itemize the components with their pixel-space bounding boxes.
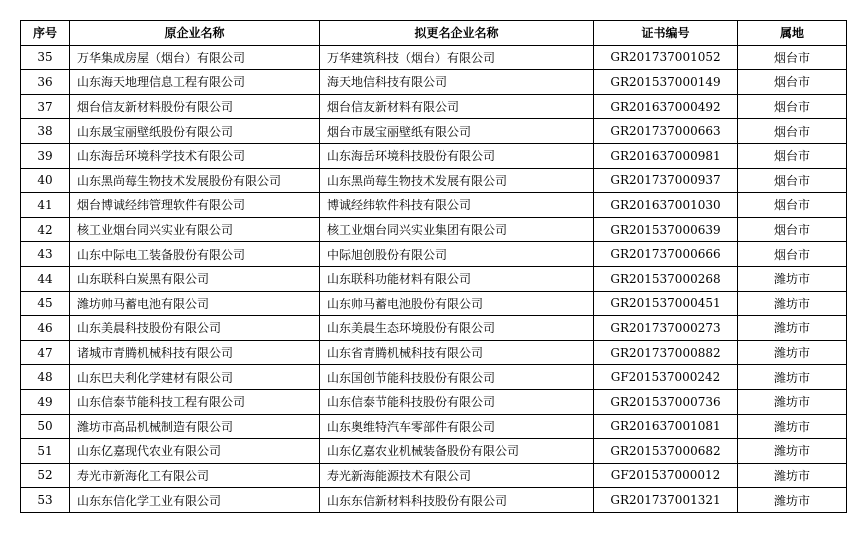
row-new-name: 山东奥维特汽车零部件有限公司 xyxy=(320,414,594,439)
row-index: 53 xyxy=(21,488,70,513)
row-region: 烟台市 xyxy=(738,168,847,193)
table-row xyxy=(21,463,847,488)
table-row xyxy=(21,316,847,341)
row-region: 潍坊市 xyxy=(738,414,847,439)
table-row xyxy=(21,193,847,218)
row-index: 50 xyxy=(21,414,70,439)
row-index: 45 xyxy=(21,291,70,316)
row-region: 潍坊市 xyxy=(738,266,847,291)
row-region: 烟台市 xyxy=(738,143,847,168)
row-new-name: 烟台市晟宝丽壁纸有限公司 xyxy=(320,119,594,144)
row-new-name: 山东国创节能科技股份有限公司 xyxy=(320,365,594,390)
table-row xyxy=(21,70,847,95)
row-cert-no: GR201737000273 xyxy=(594,316,738,341)
row-region: 烟台市 xyxy=(738,94,847,119)
row-index: 48 xyxy=(21,365,70,390)
row-old-name: 潍坊帅马蓄电池有限公司 xyxy=(70,291,320,316)
row-new-name: 山东黑尚莓生物技术发展有限公司 xyxy=(320,168,594,193)
row-cert-no: GR201537000736 xyxy=(594,389,738,414)
row-region: 潍坊市 xyxy=(738,463,847,488)
table-row xyxy=(21,45,847,70)
table-row xyxy=(21,266,847,291)
table-row xyxy=(21,439,847,464)
header-cert-no: 证书编号 xyxy=(594,21,738,46)
rename-table xyxy=(20,20,847,513)
row-new-name: 山东亿嘉农业机械装备股份有限公司 xyxy=(320,439,594,464)
table-row xyxy=(21,242,847,267)
row-cert-no: GR201737000882 xyxy=(594,340,738,365)
row-index: 49 xyxy=(21,389,70,414)
row-new-name: 山东联科功能材料有限公司 xyxy=(320,266,594,291)
row-index: 37 xyxy=(21,94,70,119)
row-cert-no: GR201737000666 xyxy=(594,242,738,267)
row-region: 潍坊市 xyxy=(738,439,847,464)
row-cert-no: GF201537000242 xyxy=(594,365,738,390)
row-new-name: 山东东信新材料科技股份有限公司 xyxy=(320,488,594,513)
row-index: 41 xyxy=(21,193,70,218)
row-old-name: 烟台博诚经纬管理软件有限公司 xyxy=(70,193,320,218)
table-row xyxy=(21,414,847,439)
row-old-name: 山东中际电工装备股份有限公司 xyxy=(70,242,320,267)
row-region: 烟台市 xyxy=(738,217,847,242)
table-row xyxy=(21,94,847,119)
row-region: 潍坊市 xyxy=(738,389,847,414)
row-region: 烟台市 xyxy=(738,242,847,267)
row-old-name: 寿光市新海化工有限公司 xyxy=(70,463,320,488)
row-cert-no: GR201737001321 xyxy=(594,488,738,513)
row-cert-no: GR201637001081 xyxy=(594,414,738,439)
row-region: 烟台市 xyxy=(738,193,847,218)
row-region: 烟台市 xyxy=(738,45,847,70)
row-new-name: 山东海岳环境科技股份有限公司 xyxy=(320,143,594,168)
row-new-name: 烟台信友新材料有限公司 xyxy=(320,94,594,119)
header-region: 属地 xyxy=(738,21,847,46)
table-row xyxy=(21,365,847,390)
row-old-name: 烟台信友新材料股份有限公司 xyxy=(70,94,320,119)
row-cert-no: GR201637001030 xyxy=(594,193,738,218)
row-index: 44 xyxy=(21,266,70,291)
table-row xyxy=(21,389,847,414)
row-index: 35 xyxy=(21,45,70,70)
row-new-name: 山东省青腾机械科技有限公司 xyxy=(320,340,594,365)
row-cert-no: GR201537000639 xyxy=(594,217,738,242)
row-region: 潍坊市 xyxy=(738,291,847,316)
table-row xyxy=(21,217,847,242)
row-index: 38 xyxy=(21,119,70,144)
row-index: 42 xyxy=(21,217,70,242)
header-index: 序号 xyxy=(21,21,70,46)
table-row xyxy=(21,168,847,193)
row-index: 36 xyxy=(21,70,70,95)
row-new-name: 万华建筑科技（烟台）有限公司 xyxy=(320,45,594,70)
table-row xyxy=(21,291,847,316)
row-cert-no: GR201737000937 xyxy=(594,168,738,193)
row-index: 52 xyxy=(21,463,70,488)
header-new-name: 拟更名企业名称 xyxy=(320,21,594,46)
row-old-name: 山东巴夫利化学建材有限公司 xyxy=(70,365,320,390)
row-cert-no: GR201637000492 xyxy=(594,94,738,119)
row-old-name: 山东亿嘉现代农业有限公司 xyxy=(70,439,320,464)
row-cert-no: GR201537000149 xyxy=(594,70,738,95)
table-row xyxy=(21,488,847,513)
table-row xyxy=(21,143,847,168)
row-index: 43 xyxy=(21,242,70,267)
row-new-name: 中际旭创股份有限公司 xyxy=(320,242,594,267)
header-old-name: 原企业名称 xyxy=(70,21,320,46)
row-cert-no: GR201737001052 xyxy=(594,45,738,70)
row-old-name: 山东晟宝丽壁纸股份有限公司 xyxy=(70,119,320,144)
row-index: 40 xyxy=(21,168,70,193)
row-new-name: 山东帅马蓄电池股份有限公司 xyxy=(320,291,594,316)
row-old-name: 诸城市青腾机械科技有限公司 xyxy=(70,340,320,365)
row-cert-no: GR201637000981 xyxy=(594,143,738,168)
row-cert-no: GF201537000012 xyxy=(594,463,738,488)
table-row xyxy=(21,119,847,144)
row-region: 潍坊市 xyxy=(738,316,847,341)
table-body xyxy=(21,45,847,512)
row-region: 潍坊市 xyxy=(738,488,847,513)
row-new-name: 寿光新海能源技术有限公司 xyxy=(320,463,594,488)
row-old-name: 山东黑尚莓生物技术发展股份有限公司 xyxy=(70,168,320,193)
row-region: 烟台市 xyxy=(738,119,847,144)
row-region: 潍坊市 xyxy=(738,365,847,390)
row-cert-no: GR201537000451 xyxy=(594,291,738,316)
row-old-name: 山东信泰节能科技工程有限公司 xyxy=(70,389,320,414)
row-index: 51 xyxy=(21,439,70,464)
row-index: 47 xyxy=(21,340,70,365)
row-old-name: 山东东信化学工业有限公司 xyxy=(70,488,320,513)
row-old-name: 核工业烟台同兴实业有限公司 xyxy=(70,217,320,242)
row-old-name: 山东海岳环境科学技术有限公司 xyxy=(70,143,320,168)
row-new-name: 核工业烟台同兴实业集团有限公司 xyxy=(320,217,594,242)
row-cert-no: GR201537000682 xyxy=(594,439,738,464)
table-row xyxy=(21,340,847,365)
row-cert-no: GR201537000268 xyxy=(594,266,738,291)
row-new-name: 博诚经纬软件科技有限公司 xyxy=(320,193,594,218)
row-cert-no: GR201737000663 xyxy=(594,119,738,144)
row-old-name: 山东联科白炭黑有限公司 xyxy=(70,266,320,291)
row-index: 46 xyxy=(21,316,70,341)
header-row xyxy=(21,21,847,46)
row-old-name: 山东美晨科技股份有限公司 xyxy=(70,316,320,341)
row-old-name: 山东海天地理信息工程有限公司 xyxy=(70,70,320,95)
row-old-name: 潍坊市高品机械制造有限公司 xyxy=(70,414,320,439)
row-new-name: 山东信泰节能科技股份有限公司 xyxy=(320,389,594,414)
row-old-name: 万华集成房屋（烟台）有限公司 xyxy=(70,45,320,70)
row-region: 潍坊市 xyxy=(738,340,847,365)
row-region: 烟台市 xyxy=(738,70,847,95)
row-index: 39 xyxy=(21,143,70,168)
row-new-name: 海天地信科技有限公司 xyxy=(320,70,594,95)
row-new-name: 山东美晨生态环境股份有限公司 xyxy=(320,316,594,341)
